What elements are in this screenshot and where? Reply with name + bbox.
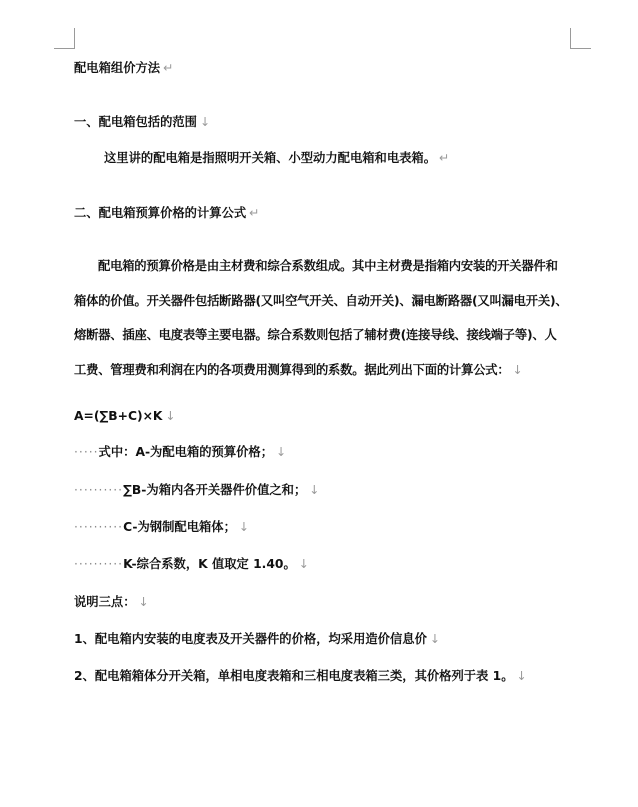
notes-heading: 说明三点： ↓: [74, 595, 149, 609]
line-break-mark-icon: ↓: [138, 595, 149, 609]
paragraph-mark-icon: ↵: [249, 206, 260, 220]
notes-item-1: 1、配电箱内安装的电度表及开关器件的价格，均采用造价信息价 ↓: [74, 632, 441, 646]
line-break-mark-icon: ↓: [309, 483, 320, 497]
section1-heading: 一、配电箱包括的范围 ↓: [74, 115, 211, 129]
line-break-mark-icon: ↓: [199, 115, 211, 129]
paragraph-mark-icon: ↵: [439, 151, 450, 165]
tab-leader-dots: ··········: [74, 557, 124, 571]
definition-k: ··········K-综合系数，K 值取定 1.40。 ↓: [74, 557, 310, 571]
paragraph-line: 箱体的价值。开关器件包括断路器(又叫空气开关、自动开关)、漏电断路器(又叫漏电开关)、: [74, 293, 568, 308]
line-break-mark-icon: ↓: [512, 362, 523, 377]
formula-where: ·····式中：A-为配电箱的预算价格； ↓: [74, 445, 287, 459]
notes-item-2: 2、配电箱箱体分开关箱，单相电度表箱和三相电度表箱三类，其价格列于表 1。 ↓: [74, 669, 527, 683]
paragraph-mark-icon: ↵: [163, 61, 174, 75]
page-corner-top-left: [54, 28, 75, 49]
paragraph-line: 工费、管理费和利润在内的各项费用测算得到的系数。据此列出下面的计算公式： ↓: [74, 362, 523, 377]
line-break-mark-icon: ↓: [429, 632, 441, 646]
definition-b: ··········∑B-为箱内各开关器件价值之和； ↓: [74, 483, 320, 497]
page-corner-top-right: [570, 28, 591, 49]
line-break-mark-icon: ↓: [165, 409, 176, 423]
paragraph-line: 熔断器、插座、电度表等主要电器。综合系数则包括了辅材费(连接导线、接线端子等)、人: [74, 328, 557, 342]
definition-c: ··········C-为钢制配电箱体； ↓: [74, 520, 250, 534]
section2-paragraph: [74, 249, 574, 387]
section2-heading: 二、配电箱预算价格的计算公式 ↵: [74, 206, 260, 220]
tab-leader-dots: ··········: [74, 483, 124, 497]
line-break-mark-icon: ↓: [298, 557, 310, 571]
document-title: 配电箱组价方法 ↵: [74, 61, 174, 75]
line-break-mark-icon: ↓: [516, 669, 527, 683]
line-break-mark-icon: ↓: [276, 445, 287, 459]
tab-leader-dots: ··········: [74, 520, 124, 534]
section1-text: 这里讲的配电箱是指照明开关箱、小型动力配电箱和电表箱。 ↵: [104, 151, 450, 165]
tab-leader-dots: ·····: [74, 445, 99, 459]
line-break-mark-icon: ↓: [238, 520, 250, 534]
formula: A=(∑B+C)×K ↓: [74, 409, 176, 423]
paragraph-line: 配电箱的预算价格是由主材费和综合系数组成。其中主材费是指箱内安装的开关器件和: [98, 259, 558, 273]
